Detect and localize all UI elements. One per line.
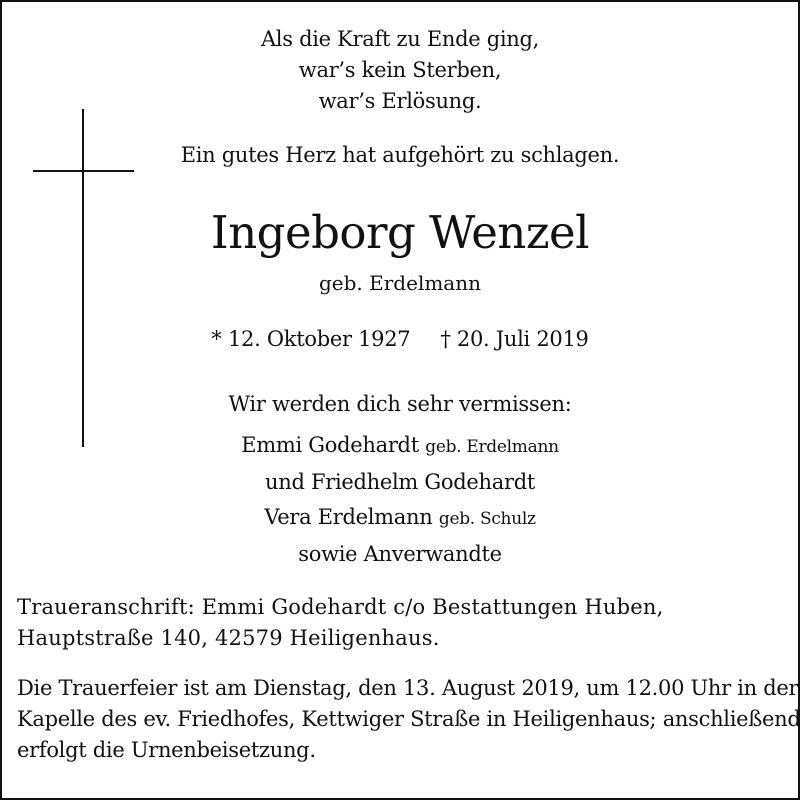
miss-line: Wir werden dich sehr vermissen: [228,392,572,416]
mourners-list [0,428,800,572]
mourner-row [0,537,800,572]
ceremony-line-1: Die Trauerfeier ist am Dienstag, den 13. August 2019, um 12.00 Uhr in der [17,676,799,700]
poem-line-2: war’s kein Sterben, [298,58,502,82]
ceremony-line-2: Kapelle des ev. Friedhofes, Kettwiger Straße in Heiligenhaus; anschließend [17,707,800,731]
mourning-address [17,592,787,654]
mourner-row [0,500,800,537]
ceremony-line-3: erfolgt die Urnenbeisetzung. [17,738,316,762]
mourner-name: Vera Erdelmann [264,505,433,529]
address-line-2: Hauptstraße 140, 42579 Heiligenhaus. [17,626,440,650]
birth-date: * 12. Oktober 1927 [211,327,411,351]
poem [0,24,800,117]
mourner-name: Emmi Godehardt [241,433,419,457]
death-date: † 20. Juli 2019 [440,327,589,351]
mourner-name: sowie Anverwandte [298,542,502,566]
mourner-row [0,465,800,500]
poem-line-3: war’s Erlösung. [318,89,482,113]
heart-line: Ein gutes Herz hat aufgehört zu schlagen. [180,143,620,167]
mourner-name: und Friedhelm Godehardt [265,470,535,494]
mourner-row [0,428,800,465]
ceremony-info [17,673,800,766]
address-line-1: Traueranschrift: Emmi Godehardt c/o Bestattungen Huben, [17,595,664,619]
life-dates [0,324,800,355]
mourner-note: geb. Schulz [438,509,536,529]
deceased-name: Ingeborg Wenzel [210,206,590,259]
mourner-note: geb. Erdelmann [425,437,559,457]
maiden-name: geb. Erdelmann [318,271,481,295]
poem-line-1: Als die Kraft zu Ende ging, [260,27,540,51]
